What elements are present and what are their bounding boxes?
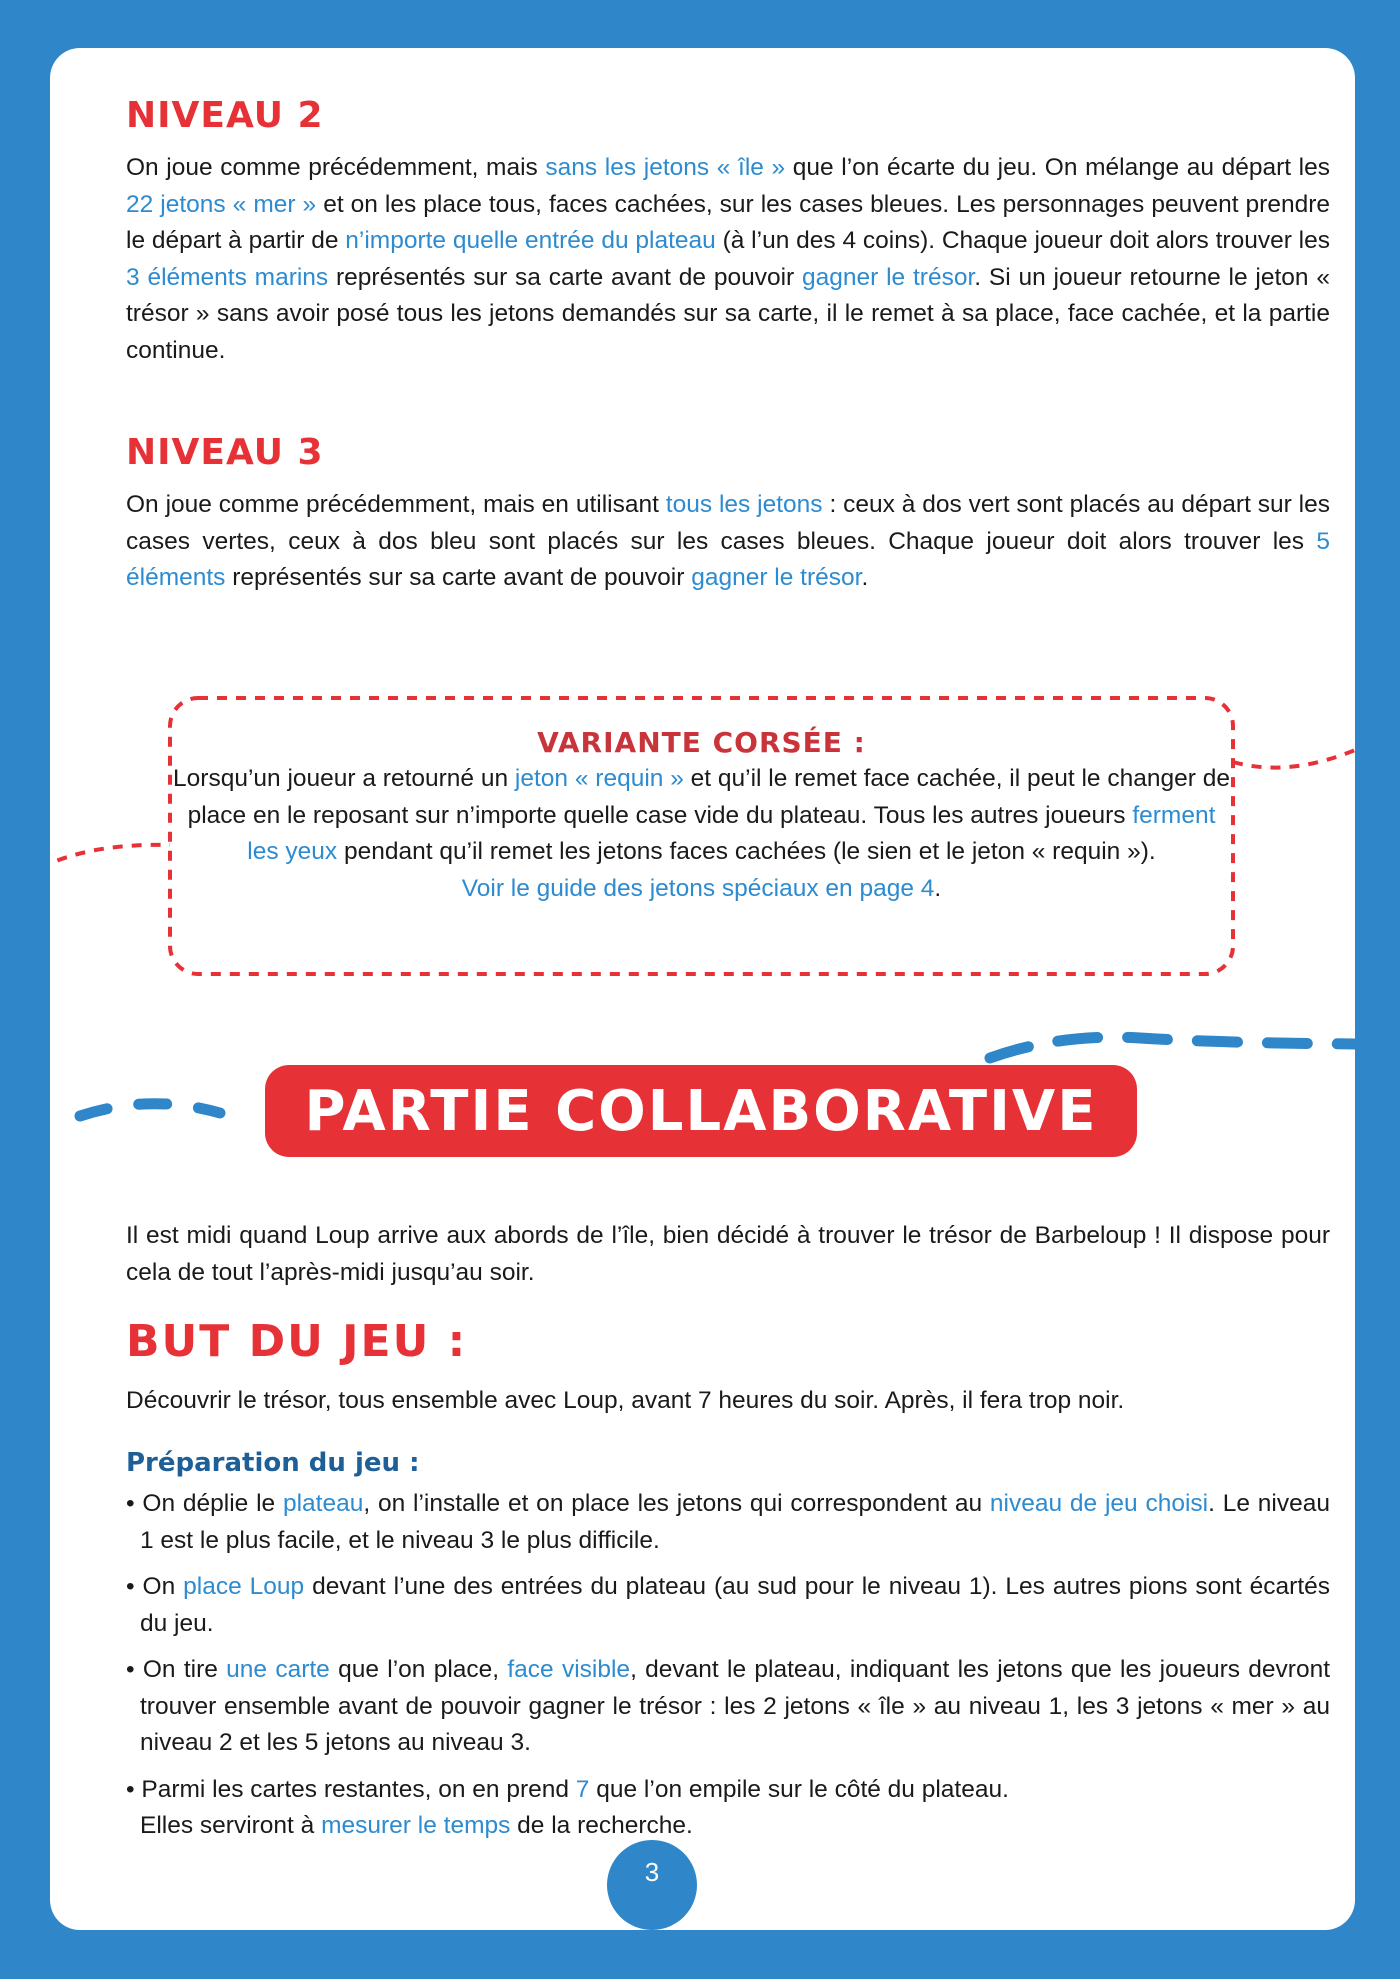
section-niveau-3 <box>126 432 1330 597</box>
preparation-title: Préparation du jeu : <box>126 1448 420 1478</box>
section-intro <box>126 1218 1330 1291</box>
page-number: 3 <box>607 1840 697 1930</box>
partie-collaborative-banner: PARTIE COLLABORATIVE <box>265 1065 1137 1157</box>
guide-link[interactable]: Voir le guide des jetons spéciaux en page 4 <box>461 874 935 902</box>
preparation-bullet-3: • On tire une carte que l’on place, face visible, devant le plateau, indiquant les jetons que les joueurs devront trouver ensemble avant de pouvoir gagner le trésor : les 2 jetons « île » au niveau 1, les 3 jetons « mer » au niveau 2 et les 5 jetons au niveau 3. <box>126 1656 1331 1756</box>
preparation-bullet-1: • On déplie le plateau, on l’installe et on place les jetons qui correspondent au niveau de jeu choisi. Le niveau 1 est le plus facile, et le niveau 3 le plus difficile. <box>126 1490 1330 1554</box>
variante-text: Lorsqu’un joueur a retourné un jeton « requin » et qu’il le remet face cachée, il peut le changer de place en le reposant sur n’importe quelle case vide du plateau. Tous les autres joueurs ferment les yeux pendant qu’il remet les jetons faces cachées (le sien et le jeton « requin »). Voir le guide des jetons spéciaux en page 4. <box>173 765 1230 902</box>
variante-title: VARIANTE CORSÉE : <box>537 726 866 759</box>
niveau-3-title: NIVEAU 3 <box>126 432 324 473</box>
variante-box <box>170 698 1233 974</box>
section-niveau-2 <box>126 95 1330 369</box>
preparation-bullet-2: • On place Loup devant l’une des entrées du plateau (au sud pour le niveau 1). Les autres pions sont écartés du jeu. <box>126 1573 1331 1637</box>
preparation-bullet-4: • Parmi les cartes restantes, on en prend 7 que l’on empile sur le côté du plateau. Elles serviront à mesurer le temps de la recherche. <box>126 1775 1009 1839</box>
page-card <box>50 48 1355 1930</box>
niveau-2-paragraph: On joue comme précédemment, mais sans les jetons « île » que l’on écarte du jeu. On mélange au départ les 22 jetons « mer » et on les place tous, faces cachées, sur les cases bleues. Les personnages peuvent prendre le départ à partir de n’importe quelle entrée du plateau (à l’un des 4 coins). Chaque joueur doit alors trouver les 3 éléments marins représentés sur sa carte avant de pouvoir gagner le trésor. Si un joueur retourne le jeton « trésor » sans avoir posé tous les jetons demandés sur sa carte, il le remet à sa place, face cachée, et la partie continue. <box>126 154 1330 364</box>
intro-paragraph: Il est midi quand Loup arrive aux abords de l’île, bien décidé à trouver le trésor de Barbeloup ! Il dispose pour cela de tout l’après-midi jusqu’au soir. <box>126 1222 1330 1286</box>
but-du-jeu-title: BUT DU JEU : <box>126 1316 468 1367</box>
but-du-jeu-text: Découvrir le trésor, tous ensemble avec Loup, avant 7 heures du soir. Après, il fera trop noir. <box>126 1387 1125 1414</box>
niveau-3-paragraph: On joue comme précédemment, mais en utilisant tous les jetons : ceux à dos vert sont placés au départ sur les cases vertes, ceux à dos bleu sont placés sur les cases bleues. Chaque joueur doit alors trouver les 5 éléments représentés sur sa carte avant de pouvoir gagner le trésor. <box>126 491 1331 591</box>
section-preparation <box>126 1448 1330 1845</box>
niveau-2-title: NIVEAU 2 <box>126 95 324 136</box>
section-but-du-jeu <box>126 1316 1330 1420</box>
